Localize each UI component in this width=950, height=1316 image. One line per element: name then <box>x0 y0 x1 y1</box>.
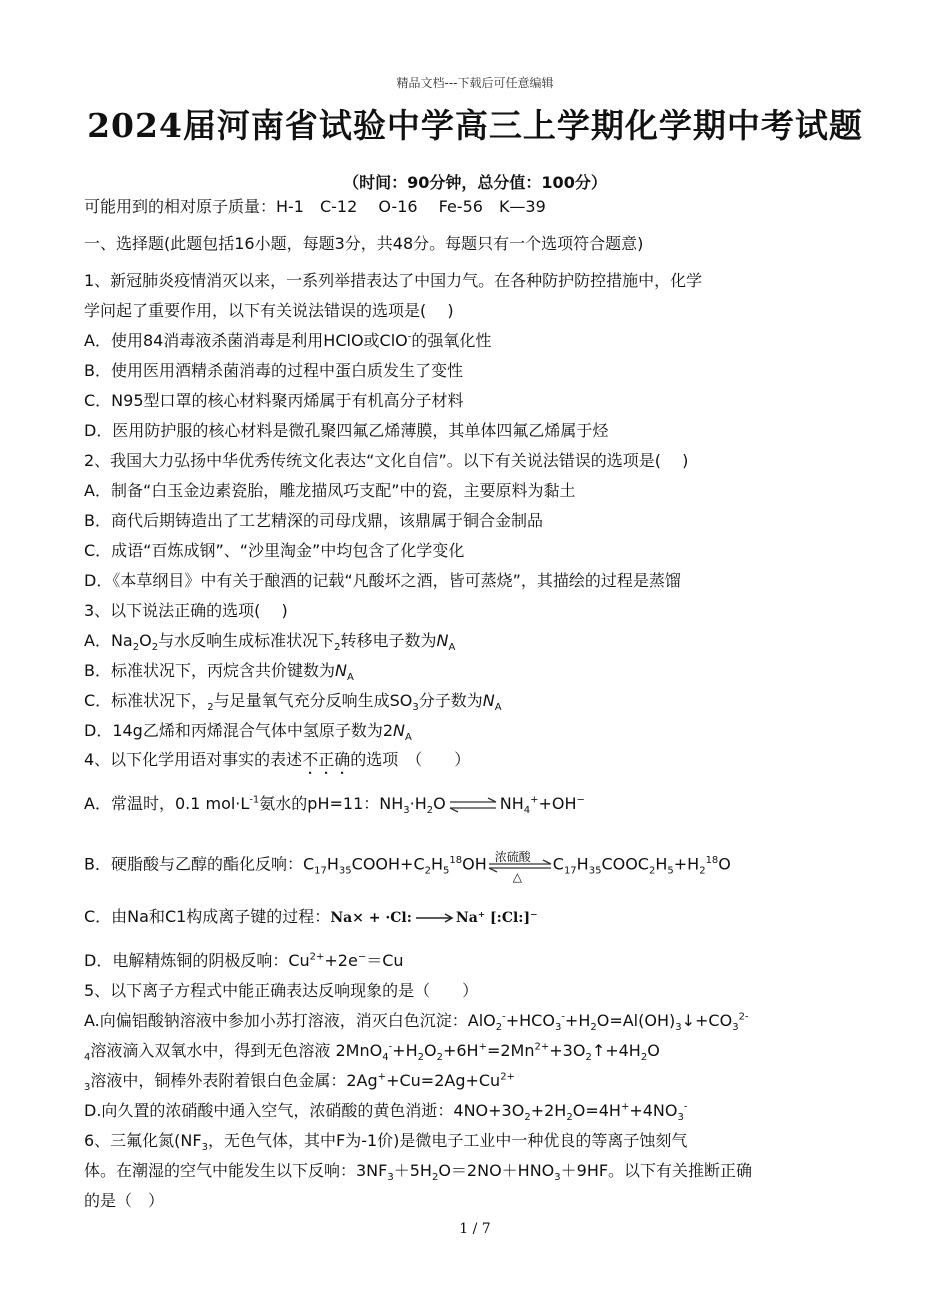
q2-option-c: C．成语“百炼成钢”、“沙里淘金”中均包含了化学变化 <box>84 541 465 560</box>
equilibrium-arrow-icon <box>446 796 500 814</box>
q2-option-d: D．《本草纲目》中有关于酿酒的记载“凡酸坏之酒，皆可蒸烧”，其描绘的过程是蒸馏 <box>84 571 681 590</box>
q1-stem-line1: 1、新冠肺炎疫情消灭以来，一系列举措表达了中国力气。在各种防护防控措施中，化学 <box>84 271 703 290</box>
q2-stem: 2、我国大力弘扬中华优秀传统文化表达“文化自信”。以下有关说法错误的选项是( ) <box>84 451 689 470</box>
q3-option-a: A．$Na_2O_2$与水反响生成标准状况下$_2$转移电子数为$N_A$ <box>84 631 456 654</box>
q2-option-b: B．商代后期铸造出了工艺精深的司母戊鼎，该鼎属于铜合金制品 <box>84 511 543 530</box>
q3-stem: 3、以下说法正确的选项( ) <box>84 601 288 620</box>
q6-stem-line1: 6、三氟化氮($NF_3$，无色气体，其中F为-1价)是微电子工业中一种优良的等离子蚀刻气 <box>84 1131 688 1154</box>
q6-stem-line3: 的是（ ） <box>84 1191 165 1210</box>
q4-option-b: B．硬脂酸与乙醇的酯化反响：$C_{17}H_{35}COOH+C_2H_5^{18}OH$ 浓硫酸 △ $C_{17}H_{35}COOC_2H_5+H_2^{18}O$ <box>84 850 731 884</box>
q4-option-a: A．常温时，0.1 $mol\cdot L^{-1}$氨水的pH=11：$NH_3\cdot H_2O$ $NH_4^++OH^-$ <box>84 794 585 817</box>
q2-option-a: A．制备“白玉金边素瓷胎，雕龙描凤巧支配”中的瓷，主要原料为黏土 <box>84 481 576 500</box>
q1-option-b: B．使用医用酒精杀菌消毒的过程中蛋白质发生了变性 <box>84 361 463 380</box>
page-number: 1 / 7 <box>459 1221 491 1237</box>
q3-option-c: C．标准状况下，$_2$与足量氧气充分反响生成$SO_3$分子数为$N_A$ <box>84 691 502 714</box>
q1-stem-line2: 学问起了重要作用，以下有关说法错误的选项是( ) <box>84 301 454 320</box>
reaction-conditions-arrow: 浓硫酸 △ <box>487 850 553 880</box>
ionic-bond-formation-equation: Na× + ·Cl: Na⁺ [:Cl:]⁻ <box>330 909 538 926</box>
q3-option-d: D．14g乙烯和丙烯混合气体中氢原子数为$2N_A$ <box>84 721 412 744</box>
q6-stem-line2: 体。在潮湿的空气中能发生以下反响：$3NF_3+5H_2O=2NO+HNO_3+9HF$。以下有关推断正确 <box>84 1161 753 1184</box>
q1-option-c: C．N95型口罩的核心材料聚丙烯属于有机高分子材料 <box>84 391 464 410</box>
q4-option-c: C．由Na和C1构成离子键的过程：Na× + ·Cl: Na⁺ [:Cl:]⁻ <box>84 906 537 929</box>
q5-stem: 5、以下离子方程式中能正确表达反响现象的是（ ） <box>84 981 479 1000</box>
q1-option-d: D．医用防护服的核心材料是微孔聚四氟乙烯薄膜，其单体四氟乙烯属于烃 <box>84 421 609 440</box>
q5-option-c: $_3$溶液中，铜棒外表附着银白色金属：$2Ag^++Cu=2Ag+Cu^{2+}$ <box>84 1071 515 1094</box>
q4-stem: 4、以下化学用语对事实的表述不正确的选项 （ ） <box>84 750 471 769</box>
q5-option-a: A.向偏铝酸钠溶液中参加小苏打溶液，消灭白色沉淀：$AlO_2^-+HCO_3^-+H_2O=Al(OH)_3↓+CO_3^{2-}$ <box>84 1011 749 1034</box>
exam-info: （时间：90分钟，总分值：100分） <box>343 173 607 192</box>
q4-option-d: D．电解精炼铜的阴极反响：$Cu^{2+}+2e^-=Cu$ <box>84 951 404 970</box>
atomic-masses: 可能用到的相对原子质量：H-1 C-12 O-16 Fe-56 K—39 <box>84 197 546 216</box>
header-note: 精品文档---下载后可任意编辑 <box>396 76 554 90</box>
section-heading: 一、选择题(此题包括16小题，每题3分，共48分。每题只有一个选项符合题意) <box>84 234 644 253</box>
page-title: 2024届河南省试验中学高三上学期化学期中考试题 <box>87 106 863 145</box>
q3-option-b: B．标准状况下，丙烷含共价键数为$N_A$ <box>84 661 354 684</box>
right-arrow-icon <box>412 911 456 925</box>
q1-option-a: A．使用84消毒液杀菌消毒是利用HClO或ClO-的强氧化性 <box>84 331 492 350</box>
q5-option-d: D.向久置的浓硝酸中通入空气，浓硝酸的黄色消逝：$4NO+3O_2+2H_2O=4H^++4NO_3^-$ <box>84 1101 688 1124</box>
q5-option-b: $_4$溶液滴入双氧水中，得到无色溶液 $2MnO_4^-+H_2O_2+6H^+=2Mn^{2+}+3O_2↑+4H_2O$ <box>84 1041 660 1064</box>
